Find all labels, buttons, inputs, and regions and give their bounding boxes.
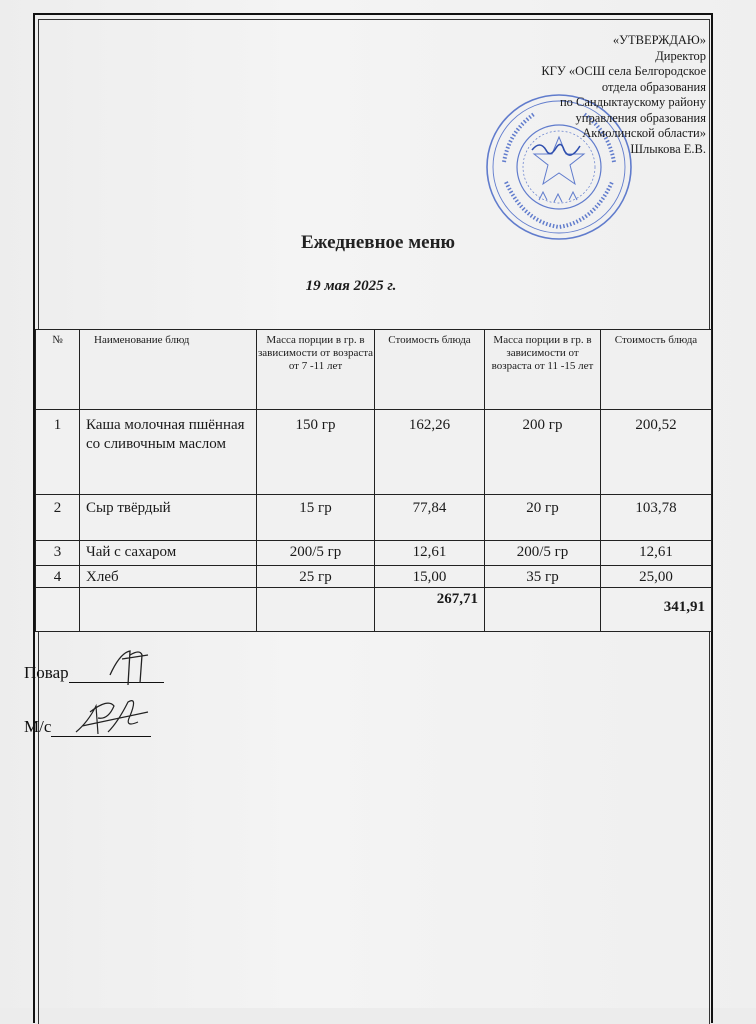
row-num: 3 <box>36 541 80 566</box>
table-row <box>36 541 712 566</box>
mass-11-15: 200/5 гр <box>485 541 601 566</box>
header-cost-7-11: Стоимость блюда <box>375 330 485 410</box>
cost-11-15: 200,52 <box>601 410 712 495</box>
table-row <box>36 410 712 495</box>
dish-name: Каша молочная пшённая со сливочным маслом <box>80 410 257 495</box>
cook-label: Повар <box>24 663 69 682</box>
dish-name: Сыр твёрдый <box>80 495 257 541</box>
table-header-row <box>36 330 712 410</box>
header-mass-11-15: Масса порции в гр. в зависимости от возраста от 11 -15 лет <box>485 330 601 410</box>
header-num: № <box>36 330 80 410</box>
cost-7-11: 15,00 <box>375 566 485 588</box>
header-dish-name: Наименование блюд <box>80 330 257 410</box>
header-mass-7-11: Масса порции в гр. в зависимости от возраста от 7 -11 лет <box>257 330 375 410</box>
approval-heading: «УТВЕРЖДАЮ» <box>612 33 706 47</box>
cost-7-11: 162,26 <box>375 410 485 495</box>
dish-name: Хлеб <box>80 566 257 588</box>
total-empty-num <box>36 588 80 632</box>
dish-name: Чай с сахаром <box>80 541 257 566</box>
total-empty-mass <box>257 588 375 632</box>
mass-7-11: 200/5 гр <box>257 541 375 566</box>
total-empty-name <box>80 588 257 632</box>
mass-11-15: 35 гр <box>485 566 601 588</box>
cost-7-11: 12,61 <box>375 541 485 566</box>
approval-block <box>446 33 706 157</box>
page-title: Ежедневное меню <box>300 232 456 253</box>
approval-org-line5: Акмолинской области» <box>582 126 706 140</box>
cost-11-15: 25,00 <box>601 566 712 588</box>
cost-7-11: 77,84 <box>375 495 485 541</box>
row-num: 1 <box>36 410 80 495</box>
approval-org-line2: отдела образования <box>601 79 706 94</box>
mass-11-15: 20 гр <box>485 495 601 541</box>
row-num: 2 <box>36 495 80 541</box>
table-row <box>36 495 712 541</box>
mass-7-11: 150 гр <box>257 410 375 495</box>
approval-org-line3: по Сандыктаускому району <box>559 95 706 109</box>
header-cost-11-15: Стоимость блюда <box>601 330 712 410</box>
mass-7-11: 15 гр <box>257 495 375 541</box>
cook-handwritten-signature <box>100 645 170 690</box>
nurse-label: М/с <box>24 717 52 736</box>
cost-11-15: 12,61 <box>601 541 712 566</box>
total-empty-mass-2 <box>485 588 601 632</box>
approval-signer-name: Шлыкова Е.В. <box>630 141 706 156</box>
total-cost-11-15: 341,91 <box>601 588 712 632</box>
nurse-handwritten-signature <box>68 692 158 742</box>
approval-position: Директор <box>655 48 706 63</box>
total-cost-7-11: 267,71 <box>375 588 485 632</box>
table-row <box>36 566 712 588</box>
menu-table <box>35 329 712 632</box>
approval-org-line4: управления образования <box>575 110 706 125</box>
table-total-row <box>36 588 712 632</box>
mass-11-15: 200 гр <box>485 410 601 495</box>
row-num: 4 <box>36 566 80 588</box>
mass-7-11: 25 гр <box>257 566 375 588</box>
menu-date: 19 мая 2025 г. <box>305 278 397 294</box>
cost-11-15: 103,78 <box>601 495 712 541</box>
approval-org-line1: КГУ «ОСШ села Белгородское <box>541 64 706 78</box>
